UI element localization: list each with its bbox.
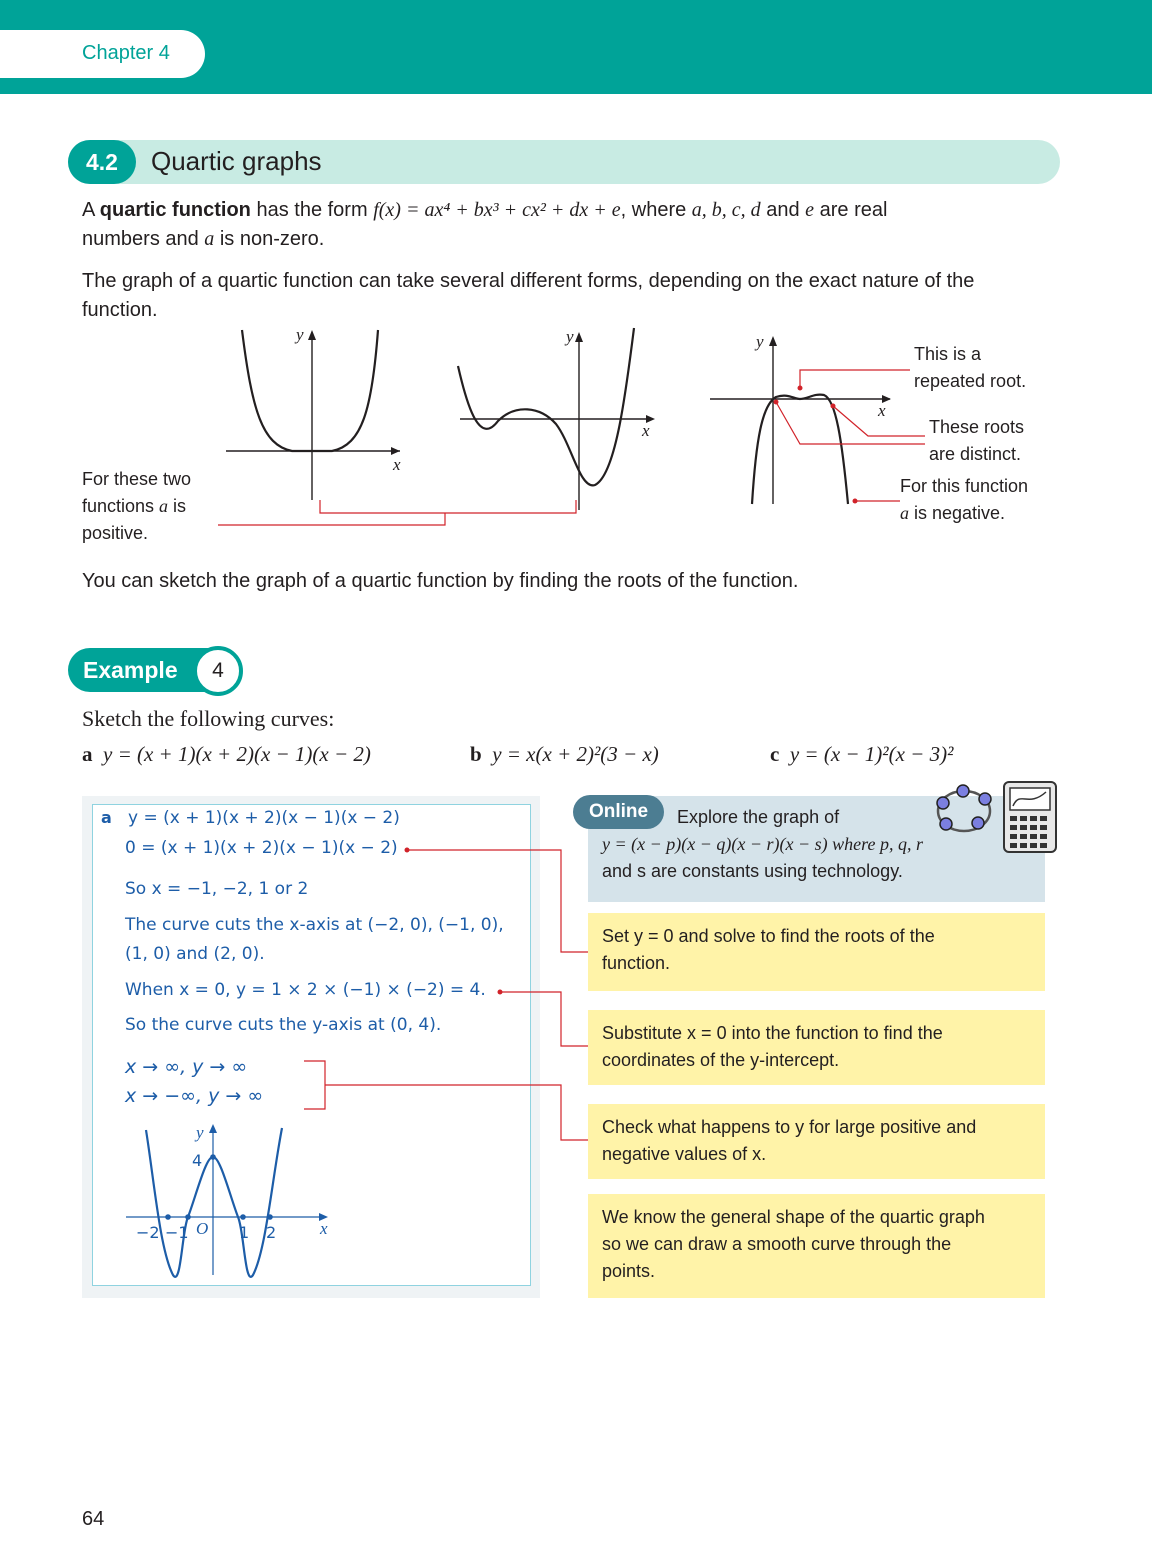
- term-quartic-function: quartic function: [99, 199, 251, 221]
- example-part-b: b y = x(x + 2)²(3 − x): [470, 742, 659, 766]
- solution-line-3: So x = −1, −2, 1 or 2: [125, 879, 309, 899]
- note-set-y-zero-text: Set y = 0 and solve to find the roots of the function.: [602, 926, 935, 973]
- solution-y-intercept-label: 4: [192, 1151, 203, 1170]
- solution-line-7: So the curve cuts the y-axis at (0, 4).: [125, 1015, 442, 1035]
- solution-line-8: x → ∞, y → ∞: [125, 1056, 248, 1078]
- online-line-1: Explore the graph of: [677, 807, 840, 827]
- positive-note: For these two functions a is positive.: [82, 469, 192, 543]
- negative-note: For this function a is negative.: [900, 476, 1029, 523]
- graph2-x-label: x: [642, 421, 650, 440]
- section-number: 4.2: [68, 140, 136, 184]
- solution-line-6: When x = 0, y = 1 × 2 × (−1) × (−2) = 4.: [125, 980, 486, 1000]
- solution-tick-minus-2: −2: [136, 1223, 160, 1242]
- example-label: Example: [83, 657, 178, 683]
- solution-origin-label: O: [196, 1219, 209, 1238]
- example-part-a: a y = (x + 1)(x + 2)(x − 1)(x − 2): [82, 742, 371, 766]
- graph3-x-label: x: [878, 401, 886, 420]
- example-number: 4: [193, 646, 243, 696]
- page-number: 64: [82, 1508, 105, 1530]
- repeated-root-note: This is a repeated root.: [914, 344, 1027, 391]
- solution-x-label: x: [320, 1219, 328, 1238]
- solution-part-letter: a: [101, 808, 112, 827]
- graph1-y-label: y: [296, 325, 304, 344]
- solution-line-9: x → −∞, y → ∞: [125, 1085, 264, 1107]
- solution-line-2: 0 = (x + 1)(x + 2)(x − 1)(x − 2): [125, 838, 398, 858]
- intro-paragraph-2: The graph of a quartic function can take several different forms, depending on the exact nature of the function.: [82, 270, 975, 321]
- solution-tick-1: 1: [239, 1223, 250, 1242]
- chapter-label: Chapter 4: [82, 42, 170, 64]
- solution-y-label: y: [196, 1123, 204, 1142]
- example-part-c: c y = (x − 1)²(x − 3)²: [770, 742, 954, 766]
- graph3-y-label: y: [756, 332, 764, 351]
- distinct-roots-note: These roots are distinct.: [929, 417, 1025, 464]
- graph1-x-label: x: [393, 455, 401, 474]
- note-substitute-x-text: Substitute x = 0 into the function to find the coordinates of the y-intercept.: [602, 1023, 943, 1070]
- general-formula: f(x) = ax⁴ + bx³ + cx² + dx + e: [373, 199, 621, 221]
- section-title: Quartic graphs: [151, 146, 322, 176]
- note-large-values-text: Check what happens to y for large positive and negative values of x.: [602, 1117, 977, 1164]
- note-general-shape-text: We know the general shape of the quartic graph so we can draw a smooth curve through the points.: [602, 1207, 985, 1281]
- solution-tick-2: 2: [266, 1223, 277, 1242]
- online-line-3: and s are constants using technology.: [602, 861, 903, 881]
- online-badge: Online: [573, 795, 664, 829]
- online-line-2: y = (x − p)(x − q)(x − r)(x − s) where p, q, r: [602, 834, 923, 854]
- solution-tick-minus-1: −1: [165, 1223, 189, 1242]
- example-prompt: Sketch the following curves:: [82, 706, 335, 731]
- solution-line-1: y = (x + 1)(x + 2)(x − 1)(x − 2): [128, 808, 400, 828]
- solution-line-5: (1, 0) and (2, 0).: [125, 944, 265, 964]
- solution-line-4: The curve cuts the x-axis at (−2, 0), (−1, 0),: [125, 915, 504, 935]
- intro-paragraph-1: A quartic function has the form f(x) = ax⁴ + bx³ + cx² + dx + e, where a, b, c, d and e are real numbers and a is non-zero.: [82, 199, 888, 250]
- sketch-method-text: You can sketch the graph of a quartic function by finding the roots of the function.: [82, 570, 799, 592]
- graph2-y-label: y: [566, 327, 574, 346]
